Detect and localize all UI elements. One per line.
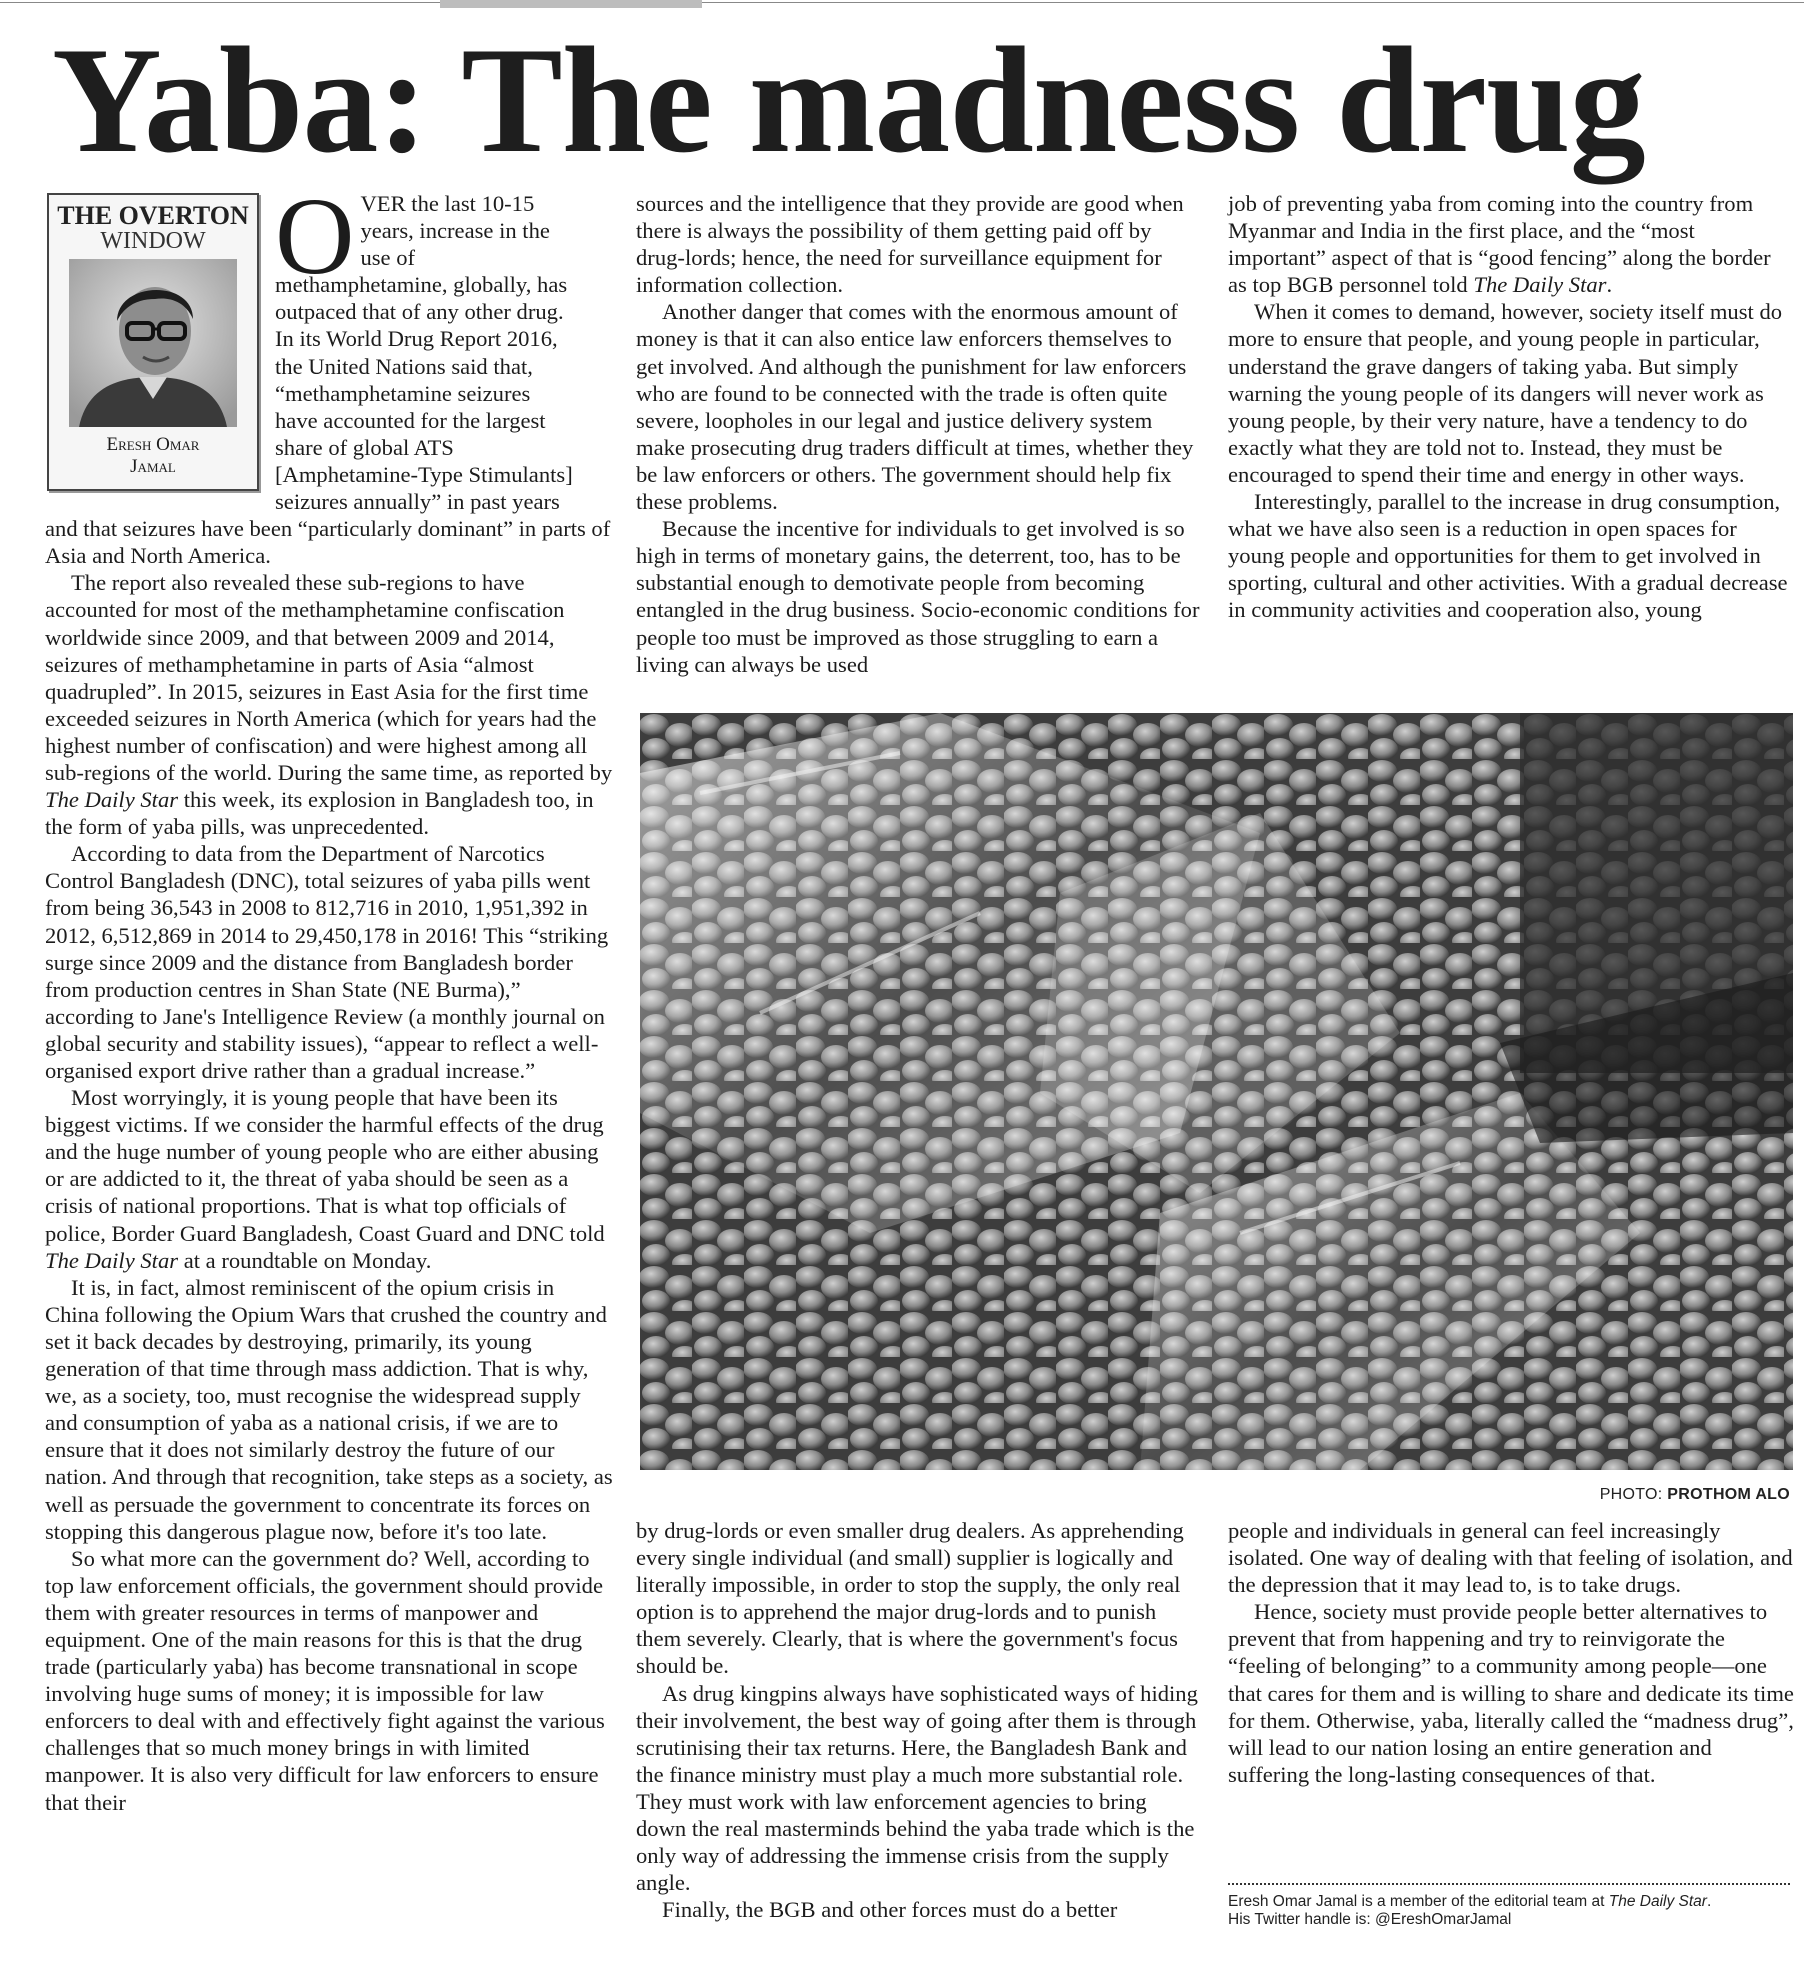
column-2-bottom <box>636 1517 1202 1923</box>
paragraph: As drug kingpins always have sophisticated ways of hiding their involvement, the best way of going after them is through scrutinising their tax returns. Here, the Bangladesh Bank and the finance ministry must play a much more substantial role. They must work with law enforcement agencies to bring down the real masterminds behind the yaba trade which is the only way of addressing the immense crisis from the supply angle. <box>636 1680 1198 1896</box>
paragraph: by drug-lords or even smaller drug dealers. As apprehending every single individual (and small) supplier is logically and literally impossible, in order to stop the supply, the only real option is to apprehend the major drug-lords and to punish them severely. Clearly, that is where the government's focus should be. <box>636 1518 1184 1679</box>
column-title-2: WINDOW <box>100 228 206 254</box>
top-rule-right <box>702 2 1804 3</box>
section-tab <box>440 0 702 8</box>
author-name-2: Jamal <box>130 456 176 477</box>
column-3-bottom <box>1228 1517 1794 1788</box>
paragraph: sources and the intelligence that they provide are good when there is always the possibility of them getting paid off by drug-lords; hence, the need for surveillance equipment for information collection. <box>636 191 1184 298</box>
intro-line: years, increase in the <box>360 218 550 244</box>
headline: Yaba: The madness drug <box>52 16 1645 184</box>
intro-line: methamphetamine, globally, has <box>275 272 568 298</box>
paragraph: Most worryingly, it is young people that have been its biggest victims. If we consider the harmful effects of the drug and the huge number of young people who are either abusing or are addicted to it, the threat of yaba should be seen as a crisis of national proportions. That is what top officials of police, Border Guard Bangladesh, Coast Guard and DNC told The Daily Star at a roundtable on Monday. <box>45 1085 605 1273</box>
intro-line: use of <box>360 245 416 271</box>
paragraph: According to data from the Department of Narcotics Control Bangladesh (DNC), total seizures of yaba pills went from being 36,543 in 2008 to 812,716 in 2010, 1,951,392 in 2012, 6,512,869 in 2014 to 29,450,178 in 2016! This “striking surge since 2009 and the distance from Bangladesh border from production centres in Shan State (NE Burma),” according to Jane's Intelligence Review (a monthly journal on global security and stability issues), “appear to reflect a well-organised export drive rather than a gradual increase.” <box>45 841 609 1083</box>
author-name: Eresh Omar <box>106 434 200 455</box>
intro-line: the United Nations said that, <box>275 353 533 379</box>
column-title: THE OVERTON <box>57 201 249 230</box>
paragraph: So what more can the government do? Well, according to top law enforcement officials, the government should provide them with greater resources in terms of manpower and equipment. One of the main reasons for this is that the drug trade (particularly yaba) has become transnational in scope involving huge sums of money; it is impossible for law enforcers to deal with and effectively fight against the various challenges that so much money brings in with limited manpower. It is also very difficult for law enforcers to ensure that their <box>45 1545 605 1815</box>
intro-line: “methamphetamine seizures <box>275 380 531 406</box>
paragraph: It is, in fact, almost reminiscent of the opium crisis in China following the Opium Wars that crushed the country and set it back decades by destroying, primarily, its young generation of that time through mass addiction. That is why, we, as a society, too, must recognise the widespread supply and consumption of yaba as a national crisis, if we are to ensure that it does not similarly destroy the future of our nation. And through that recognition, take steps as a society, as well as persuade the government to concentrate its forces on stopping this dangerous plague now, before it's too late. <box>45 1274 613 1544</box>
dotted-divider <box>1228 1883 1790 1885</box>
paragraph: When it comes to demand, however, society itself must do more to ensure that people, and young people in particular, understand the grave dangers of taking yaba. But simply warning the young people of its dangers will never work as young people, by their very nature, have a tendency to do exactly what they are told not to. Instead, they must be encouraged to spend their time and energy in other ways. <box>1228 299 1783 487</box>
yaba-pills-photo <box>640 713 1793 1470</box>
intro-line: have accounted for the largest <box>275 407 546 433</box>
author-twitter: His Twitter handle is: @EreshOmarJamal <box>1228 1911 1512 1928</box>
columnist-box <box>47 193 259 491</box>
column-3-top <box>1228 190 1794 624</box>
paragraph: Another danger that comes with the enormous amount of money is that it can also entice law enforcers themselves to get involved. And although the punishment for law enforcers who are found to be connected with the trade is often quite severe, loopholes in our legal and justice delivery system make prosecuting drug traders difficult at times, whether they be law enforcers or others. The government should help fix these problems. <box>636 299 1194 515</box>
intro-line: [Amphetamine-Type Stimulants] <box>275 461 573 487</box>
paragraph: and that seizures have been “particularly dominant” in parts of Asia and North America. <box>45 516 611 569</box>
author-note: Eresh Omar Jamal is a member of the editorial team at The Daily Star. <box>1228 1893 1712 1910</box>
drop-cap: O <box>275 175 355 297</box>
column-1-intro <box>275 175 613 515</box>
paragraph: people and individuals in general can feel increasingly isolated. One way of dealing with that feeling of isolation, and the depression that it may lead to, is to take drugs. <box>1228 1518 1793 1598</box>
paragraph: Hence, society must provide people better alternatives to prevent that from happening and try to reinvigorate the “feeling of belonging” to a community among people—one that cares for them and is willing to share and dedicate its time for them. Otherwise, yaba, literally called the “madness drug”, will lead to our nation losing an entire generation and suffering the long-lasting consequences of that. <box>1228 1599 1794 1787</box>
intro-line: In its World Drug Report 2016, <box>275 326 558 352</box>
column-2-top <box>636 190 1202 678</box>
photo-credit: PHOTO: PROTHOM ALO <box>1599 1486 1790 1503</box>
intro-line: seizures annually” in past years <box>275 489 560 515</box>
intro-line: outpaced that of any other drug. <box>275 299 564 325</box>
author-portrait-icon <box>69 259 237 427</box>
top-rule-left <box>0 2 440 3</box>
pills-image <box>640 713 1793 1470</box>
paragraph: Because the incentive for individuals to get involved is so high in terms of monetary gains, the deterrent, too, has to be substantial enough to demotivate people from becoming entangled in the drug business. Socio-economic conditions for people too must be improved as those struggling to earn a living can always be used <box>636 516 1200 677</box>
intro-line: VER the last 10-15 <box>360 191 535 216</box>
paragraph: Interestingly, parallel to the increase in drug consumption, what we have also seen is a reduction in open spaces for young people and opportunities for them to get involved in sporting, cultural and other activities. With a gradual decrease in community activities and cooperation also, young <box>1228 489 1788 623</box>
paragraph: Finally, the BGB and other forces must do a better <box>662 1897 1118 1923</box>
intro-line: share of global ATS <box>275 434 454 460</box>
author-photo <box>69 259 237 427</box>
paragraph: The report also revealed these sub-regions to have accounted for most of the methamphetamine confiscation worldwide since 2009, and that between 2009 and 2014, seizures of methamphetamine in parts of Asia “almost quadrupled”. In 2015, seizures in East Asia for the first time exceeded seizures in North America (which for years had the highest number of confiscation) and were highest among all sub-regions of the world. During the same time, as reported by The Daily Star this week, its explosion in Bangladesh too, in the form of yaba pills, was unprecedented. <box>45 570 613 840</box>
paragraph: job of preventing yaba from coming into the country from Myanmar and India in the first place, and the “most important” aspect of that is “good fencing” along the border as top BGB personnel told The Daily Star. <box>1228 191 1771 298</box>
